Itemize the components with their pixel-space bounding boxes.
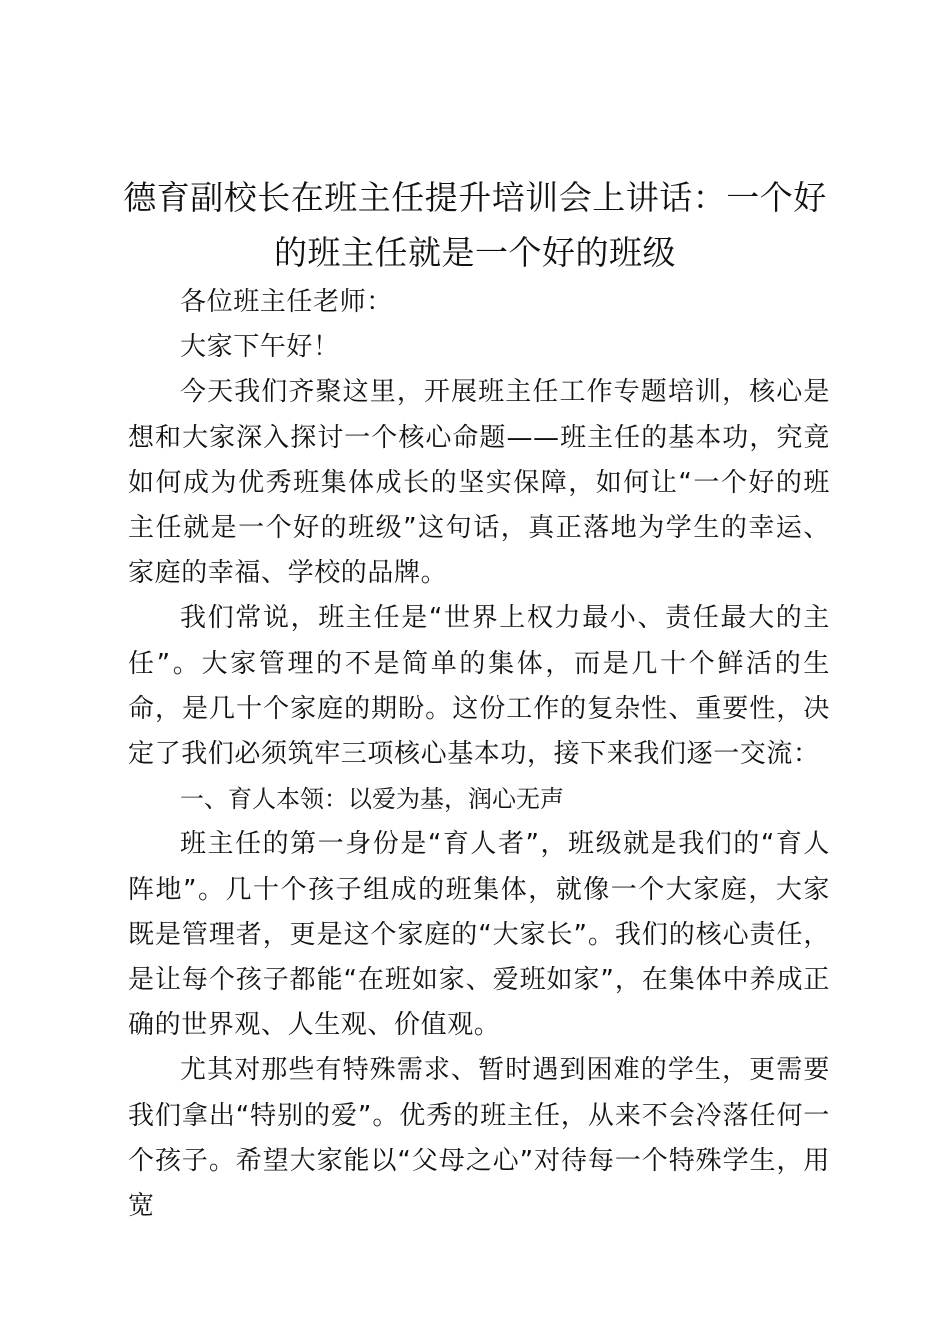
body-paragraph: 尤其对那些有特殊需求、暂时遇到困难的学生，更需要我们拿出“特别的爱”。优秀的班主任，从来不会冷落任何一个孩子。希望大家能以“父母之心”对待每一个特殊学生，用宽 bbox=[128, 1055, 830, 1222]
body-paragraph: 今天我们齐聚这里，开展班主任工作专题培训，核心是想和大家深入探讨一个核心命题——班主任的基本功，究竟如何成为优秀班集体成长的坚实保障，如何让“一个好的班主任就是一个好的班级”这句话，真正落地为学生的幸运、家庭的幸福、学校的品牌。 bbox=[128, 377, 830, 589]
document-body bbox=[128, 280, 830, 1229]
salutation: 各位班主任老师： bbox=[180, 287, 393, 317]
body-paragraph: 我们常说，班主任是“世界上权力最小、责任最大的主任”。大家管理的不是简单的集体，而是几十个鲜活的生命，是几十个家庭的期盼。这份工作的复杂性、重要性，决定了我们必须筑牢三项核心基本功，接下来我们逐一交流： bbox=[128, 603, 830, 770]
greeting: 大家下午好！ bbox=[180, 332, 340, 363]
document-title: 德育副校长在班主任提升培训会上讲话：一个好的班主任就是一个好的班级 bbox=[123, 178, 827, 272]
body-paragraph: 班主任的第一身份是“育人者”，班级就是我们的“育人阵地”。几十个孩子组成的班集体，就像一个大家庭，大家既是管理者，更是这个家庭的“大家长”。我们的核心责任，是让每个孩子都能“在班如家、爱班如家”，在集体中养成正确的世界观、人生观、价值观。 bbox=[128, 829, 830, 1041]
section-heading: 一、育人本领：以爱为基，润心无声 bbox=[180, 785, 564, 814]
